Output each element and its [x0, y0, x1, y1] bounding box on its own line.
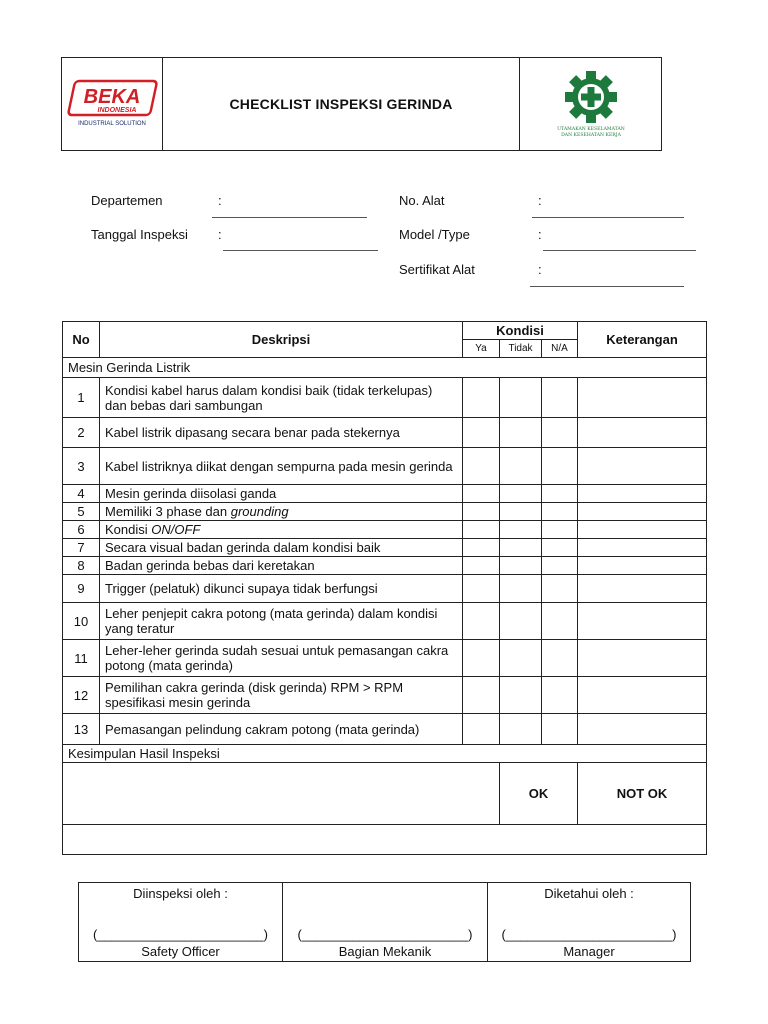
check-na[interactable]: [542, 521, 578, 539]
check-na[interactable]: [542, 714, 578, 745]
logo-tagline: INDUSTRIAL SOLUTION: [78, 121, 146, 127]
check-tidak[interactable]: [500, 503, 542, 521]
table-row: [63, 677, 707, 714]
check-ya[interactable]: [463, 575, 500, 603]
checklist-table: [62, 321, 707, 855]
no-alat-field[interactable]: [532, 217, 684, 218]
inspected-by-label: Diinspeksi oleh :: [133, 886, 228, 901]
departemen-colon: :: [218, 193, 222, 208]
row-desc: [100, 503, 463, 521]
sertifikat-colon: :: [538, 262, 542, 277]
known-by-label: Diketahui oleh :: [544, 886, 634, 901]
k3-logo-cell: [520, 58, 661, 150]
col-keterangan-header: Keterangan: [578, 322, 707, 358]
page-title: CHECKLIST INSPEKSI GERINDA: [163, 58, 520, 150]
row-desc: Leher penjepit cakra potong (mata gerinda) dalam kondisi yang teratur: [100, 603, 463, 640]
role-manager: Manager: [563, 944, 615, 959]
col-no-header: No: [63, 322, 100, 358]
check-tidak[interactable]: [500, 378, 542, 418]
check-na[interactable]: [542, 378, 578, 418]
row-desc: Secara visual badan gerinda dalam kondisi baik: [100, 539, 463, 557]
check-tidak[interactable]: [500, 557, 542, 575]
beka-logo: [65, 77, 159, 131]
sertifikat-field[interactable]: [530, 286, 684, 287]
check-na[interactable]: [542, 448, 578, 485]
check-ya[interactable]: [463, 714, 500, 745]
check-tidak[interactable]: [500, 603, 542, 640]
col-ya-header: Ya: [463, 340, 500, 358]
keterangan-cell[interactable]: [578, 485, 707, 503]
section-kesimpulan: Kesimpulan Hasil Inspeksi: [63, 745, 707, 763]
row-desc: Kabel listrik dipasang secara benar pada stekernya: [100, 418, 463, 448]
k3-safety-gear-icon: [551, 69, 631, 139]
row-no: 13: [63, 714, 100, 745]
table-row: [63, 418, 707, 448]
check-ya[interactable]: [463, 677, 500, 714]
check-na[interactable]: [542, 485, 578, 503]
check-ya[interactable]: [463, 603, 500, 640]
col-tidak-header: Tidak: [500, 340, 542, 358]
check-na[interactable]: [542, 557, 578, 575]
logo-sub: INDONESIA: [97, 107, 137, 114]
row-desc: Kabel listriknya diikat dengan sempurna pada mesin gerinda: [100, 448, 463, 485]
check-ya[interactable]: [463, 485, 500, 503]
check-tidak[interactable]: [500, 448, 542, 485]
check-tidak[interactable]: [500, 575, 542, 603]
not-ok-option[interactable]: NOT OK: [578, 763, 707, 825]
ok-option[interactable]: OK: [500, 763, 578, 825]
tanggal-field[interactable]: [223, 250, 378, 251]
row-desc: Trigger (pelatuk) dikunci supaya tidak berfungsi: [100, 575, 463, 603]
row-no: 12: [63, 677, 100, 714]
table-row: [63, 539, 707, 557]
tanggal-colon: :: [218, 227, 222, 242]
logo-text: BEKA: [83, 86, 141, 108]
check-na[interactable]: [542, 418, 578, 448]
check-tidak[interactable]: [500, 485, 542, 503]
check-tidak[interactable]: [500, 418, 542, 448]
header-box: [61, 57, 662, 151]
check-tidak[interactable]: [500, 521, 542, 539]
check-na[interactable]: [542, 575, 578, 603]
row-desc: Kondisi kabel harus dalam kondisi baik (tidak terkelupas) dan bebas dari sambungan: [100, 378, 463, 418]
table-row: [63, 557, 707, 575]
check-tidak[interactable]: [500, 640, 542, 677]
keterangan-cell[interactable]: [578, 521, 707, 539]
role-safety-officer: Safety Officer: [141, 944, 220, 959]
col-kondisi-header: Kondisi: [463, 322, 578, 340]
row-no: 1: [63, 378, 100, 418]
row-no: 7: [63, 539, 100, 557]
k3-text-1: UTAMAKAN KESELAMATAN: [556, 127, 625, 132]
row-desc: Pemilihan cakra gerinda (disk gerinda) RPM > RPM spesifikasi mesin gerinda: [100, 677, 463, 714]
row-no: 9: [63, 575, 100, 603]
check-ya[interactable]: [463, 418, 500, 448]
row-desc-emphasis: grounding: [230, 504, 289, 519]
signature-mechanic[interactable]: [283, 883, 488, 962]
col-deskripsi-header: Deskripsi: [100, 322, 463, 358]
keterangan-cell[interactable]: [578, 539, 707, 557]
table-row: [63, 575, 707, 603]
row-desc: Leher-leher gerinda sudah sesuai untuk pemasangan cakra potong (mata gerinda): [100, 640, 463, 677]
keterangan-cell[interactable]: [578, 503, 707, 521]
table-row: [63, 640, 707, 677]
row-desc-text: Kondisi: [105, 522, 152, 537]
table-row: [63, 714, 707, 745]
keterangan-cell[interactable]: [578, 378, 707, 418]
row-desc: [100, 521, 463, 539]
keterangan-cell[interactable]: [578, 603, 707, 640]
check-na[interactable]: [542, 539, 578, 557]
row-no: 11: [63, 640, 100, 677]
signature-table: [78, 882, 691, 962]
k3-text-2: DAN KESEHATAN KERJA: [560, 133, 621, 138]
check-ya[interactable]: [463, 521, 500, 539]
check-ya[interactable]: [463, 640, 500, 677]
table-row: [63, 521, 707, 539]
model-colon: :: [538, 227, 542, 242]
model-field[interactable]: [543, 250, 696, 251]
check-na[interactable]: [542, 603, 578, 640]
logo-cell: [62, 58, 163, 150]
table-row: [63, 485, 707, 503]
signature-manager[interactable]: [488, 883, 691, 962]
table-row: [63, 603, 707, 640]
keterangan-cell[interactable]: [578, 575, 707, 603]
row-desc-text: Memiliki 3 phase dan: [105, 504, 231, 519]
row-no: 3: [63, 448, 100, 485]
sertifikat-label: Sertifikat Alat: [399, 262, 475, 277]
row-desc: Pemasangan pelindung cakram potong (mata gerinda): [100, 714, 463, 745]
check-ya[interactable]: [463, 448, 500, 485]
check-ya[interactable]: [463, 539, 500, 557]
keterangan-cell[interactable]: [578, 448, 707, 485]
table-row: [63, 378, 707, 418]
departemen-field[interactable]: [212, 217, 367, 218]
keterangan-cell[interactable]: [578, 714, 707, 745]
row-desc: Mesin gerinda diisolasi ganda: [100, 485, 463, 503]
kesimpulan-notes-cell[interactable]: [63, 763, 500, 825]
keterangan-cell[interactable]: [578, 418, 707, 448]
row-no: 4: [63, 485, 100, 503]
signature-line: (_______________________): [93, 927, 268, 942]
keterangan-cell[interactable]: [578, 677, 707, 714]
row-no: 8: [63, 557, 100, 575]
check-na[interactable]: [542, 677, 578, 714]
no-alat-colon: :: [538, 193, 542, 208]
departemen-label: Departemen: [91, 193, 163, 208]
keterangan-cell[interactable]: [578, 557, 707, 575]
no-alat-label: No. Alat: [399, 193, 445, 208]
role-bagian-mekanik: Bagian Mekanik: [338, 944, 432, 959]
table-row: [63, 448, 707, 485]
row-no: 5: [63, 503, 100, 521]
check-tidak[interactable]: [500, 539, 542, 557]
kesimpulan-footer-cell[interactable]: [63, 825, 707, 855]
check-ya[interactable]: [463, 503, 500, 521]
check-ya[interactable]: [463, 378, 500, 418]
signature-inspector[interactable]: [79, 883, 283, 962]
section-mesin-gerinda: Mesin Gerinda Listrik: [63, 358, 707, 378]
keterangan-cell[interactable]: [578, 640, 707, 677]
tanggal-label: Tanggal Inspeksi: [91, 227, 188, 242]
row-no: 10: [63, 603, 100, 640]
signature-line: (_______________________): [501, 927, 677, 942]
check-na[interactable]: [542, 640, 578, 677]
table-row: [63, 503, 707, 521]
check-tidak[interactable]: [500, 714, 542, 745]
row-no: 6: [63, 521, 100, 539]
check-ya[interactable]: [463, 557, 500, 575]
row-desc: Badan gerinda bebas dari keretakan: [100, 557, 463, 575]
row-desc-emphasis: ON/OFF: [151, 522, 201, 537]
check-tidak[interactable]: [500, 677, 542, 714]
model-label: Model /Type: [399, 227, 470, 242]
col-na-header: N/A: [542, 340, 578, 358]
row-no: 2: [63, 418, 100, 448]
check-na[interactable]: [542, 503, 578, 521]
signature-line: (_______________________): [297, 927, 473, 942]
